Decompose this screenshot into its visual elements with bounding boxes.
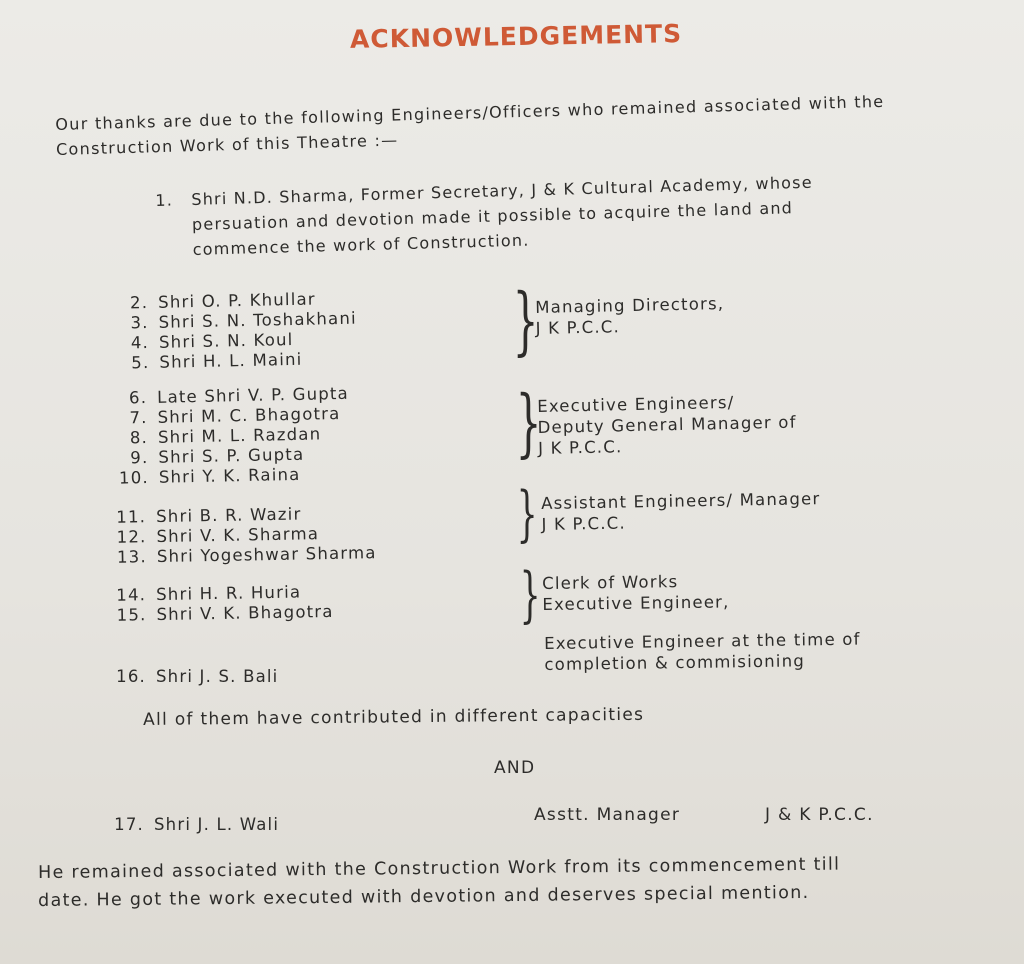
brace-symbol: }	[515, 380, 542, 466]
list-item: 11. Shri B. R. Wazir	[116, 504, 302, 527]
closing-line-2: date. He got the work executed with devotion and deserves special mention.	[38, 882, 810, 911]
list-item: 4. Shri S. N. Koul	[130, 330, 294, 353]
brace-symbol: }	[519, 560, 541, 630]
role-item-16: Executive Engineer at the time of completion & commisioning	[544, 629, 861, 674]
acknowledgement-item-17	[98, 815, 279, 835]
item-text: Shri N.D. Sharma, Former Secretary, J & K Cultural Academy, whose persuation and devotion made it possible to acquire the land and commence the work of Construction.	[191, 172, 813, 259]
intro-paragraph: Our thanks are due to the following Engineers/Officers who remained associated with the Construction Work of this Theatre :—	[55, 91, 885, 159]
closing-line-1: He remained associated with the Construction Work from its commencement till	[38, 854, 841, 883]
group-managing-directors	[102, 289, 358, 374]
and-heading: AND	[494, 758, 536, 778]
item-number: 1.	[155, 190, 174, 210]
brace-symbol: }	[516, 479, 538, 549]
list-item: 2. Shri O. P. Khullar	[129, 289, 316, 313]
list-item: 6. Late Shri V. P. Gupta	[128, 383, 350, 408]
list-item: 14. Shri H. R. Huria	[116, 582, 302, 605]
role-executive-engineers: Executive Engineers/ Deputy General Manager of J K P.C.C.	[537, 392, 797, 458]
brace-symbol: }	[512, 278, 539, 364]
list-item: 10. Shri Y. K. Raina	[118, 464, 301, 488]
role-managing-directors: Managing Directors, J K P.C.C.	[535, 294, 725, 338]
list-item: 3. Shri S. N. Toshakhani	[130, 308, 358, 333]
list-item: 16. Shri J. S. Bali	[116, 667, 279, 686]
list-item: 13. Shri Yogeshwar Sharma	[116, 543, 377, 567]
list-item: 5. Shri H. L. Maini	[131, 349, 303, 373]
list-item: 8. Shri M. L. Razdan	[129, 424, 322, 448]
page-title: ACKNOWLEDGEMENTS	[349, 19, 683, 54]
acknowledgement-item-1	[155, 168, 877, 263]
list-item: 12. Shri V. K. Sharma	[116, 524, 320, 547]
list-item: 17. Shri J. L. Wali	[114, 815, 280, 834]
role-clerk-of-works: Clerk of Works Executive Engineer,	[542, 572, 730, 614]
list-item: 9. Shri S. P. Gupta	[130, 444, 305, 468]
group-clerk-of-works	[100, 582, 334, 626]
group-assistant-engineers	[100, 503, 377, 568]
item-17-org: J & K P.C.C.	[765, 805, 874, 825]
list-item: 7. Shri M. C. Bhagotra	[129, 403, 341, 428]
item-17-role: Asstt. Manager	[534, 805, 681, 825]
contributed-statement: All of them have contributed in different capacities	[143, 704, 645, 730]
group-executive-engineers	[101, 384, 351, 489]
role-assistant-engineers: Assistant Engineers/ Manager J K P.C.C.	[541, 489, 821, 534]
list-item: 15. Shri V. K. Bhagotra	[116, 601, 334, 625]
acknowledgement-item-16	[100, 667, 278, 687]
